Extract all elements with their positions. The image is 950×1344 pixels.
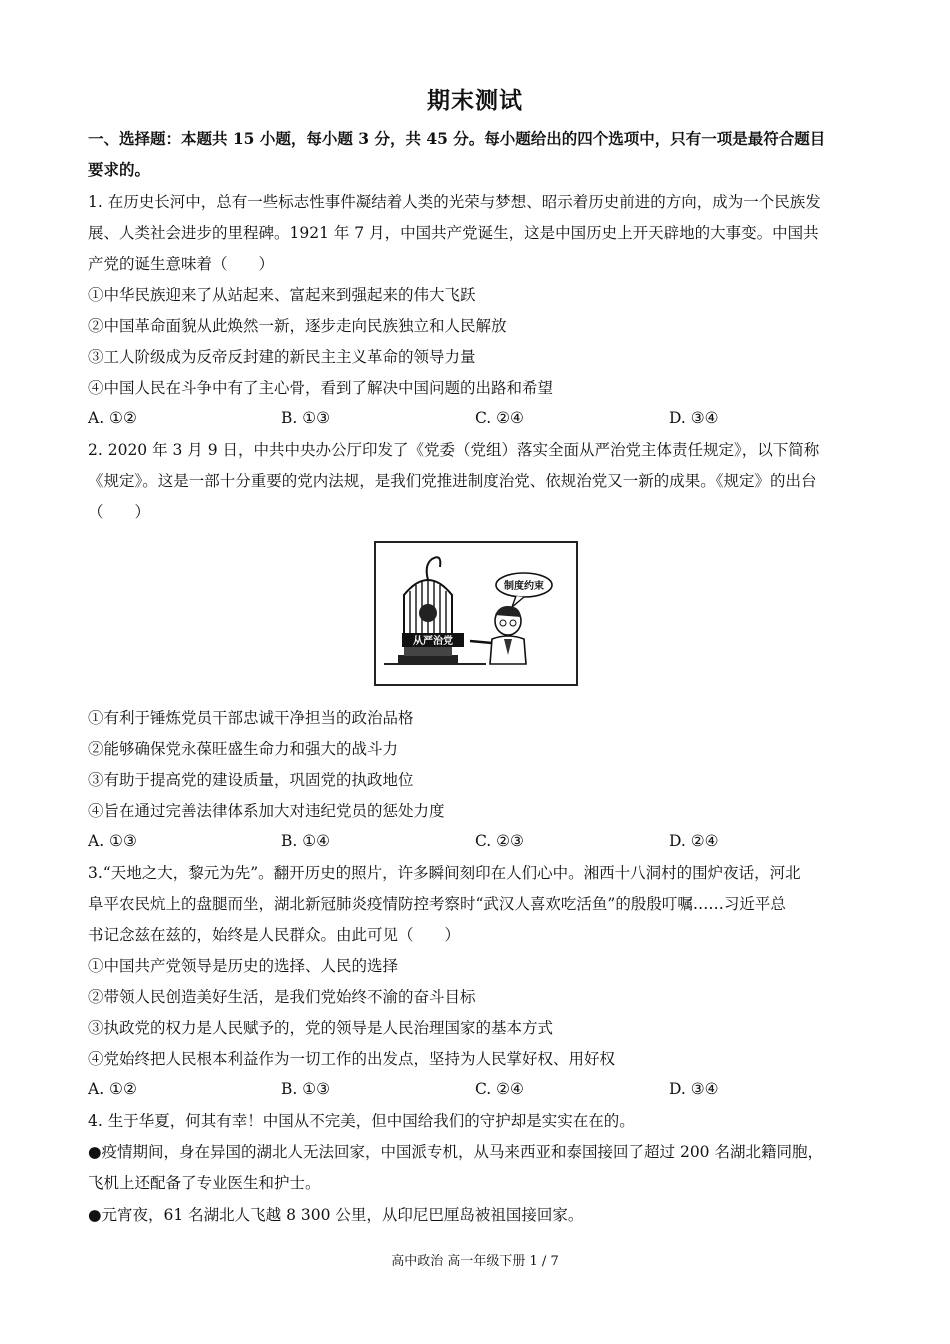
q3-option-c[interactable]: C. ②④: [475, 1080, 524, 1098]
q3-stem-line: 阜平农民炕上的盘腿而坐，湖北新冠肺炎疫情防控考察时“武汉人喜欢吃活鱼”的殷殷叮嘱……习近平总: [88, 895, 786, 913]
q3-item: ③执政党的权力是人民赋予的，党的领导是人民治理国家的基本方式: [88, 1019, 554, 1037]
q3-option-d[interactable]: D. ③④: [669, 1080, 719, 1098]
pedestal-top: [404, 647, 452, 656]
q2-options: [88, 832, 868, 852]
q1-option-c[interactable]: C. ②④: [475, 409, 524, 427]
q1-stem-line: 展、人类社会进步的里程碑。1921 年 7 月，中国共产党诞生，这是中国历史上开天辟地的大事变。中国共: [88, 224, 819, 242]
q2-item: ②能够确保党永葆旺盛生命力和强大的战斗力: [88, 740, 399, 758]
q4-line: 4. 生于华夏，何其有幸！中国从不完美，但中国给我们的守护却是实实在在的。: [88, 1112, 635, 1130]
q1-option-b[interactable]: B. ①③: [281, 409, 331, 427]
q2-option-c[interactable]: C. ②③: [475, 832, 524, 850]
q1-stem-line: 1. 在历史长河中，总有一些标志性事件凝结着人类的光荣与梦想、昭示着历史前进的方向，成为一个民族发: [88, 193, 821, 211]
man-figure: [470, 606, 526, 664]
q4-line: ●疫情期间，身在异国的湖北人无法回家，中国派专机，从马来西亚和泰国接回了超过 200 名湖北籍同胞，: [88, 1143, 823, 1161]
q3-item: ①中国共产党领导是历史的选择、人民的选择: [88, 957, 399, 975]
q3-item: ②带领人民创造美好生活，是我们党始终不渝的奋斗目标: [88, 988, 476, 1006]
section-heading-line1: 一、选择题：本题共 15 小题，每小题 3 分，共 45 分。每小题给出的四个选项中，只有一项是最符合题目: [88, 129, 826, 148]
q1-item: ③工人阶级成为反帝反封建的新民主主义革命的领导力量: [88, 348, 476, 366]
q3-options: [88, 1080, 868, 1100]
q2-item: ③有助于提高党的建设质量，巩固党的执政地位: [88, 771, 414, 789]
section-heading-line2: 要求的。: [88, 160, 151, 179]
q1-option-a[interactable]: A. ①②: [88, 409, 137, 427]
q1-item: ①中华民族迎来了从站起来、富起来到强起来的伟大飞跃: [88, 286, 476, 304]
q1-options: [88, 409, 868, 429]
pedestal-base: [398, 655, 458, 663]
q4-line: ●元宵夜，61 名湖北人飞越 8 300 公里，从印尼巴厘岛被祖国接回家。: [88, 1206, 584, 1224]
q3-stem-line: 3.“天地之大，黎元为先”。翻开历史的照片，许多瞬间刻印在人们心中。湘西十八洞村的围炉夜话，河北: [88, 864, 801, 882]
q2-option-d[interactable]: D. ②④: [669, 832, 719, 850]
q3-option-a[interactable]: A. ①②: [88, 1080, 137, 1098]
q2-stem-line: 《规定》。这是一部十分重要的党内法规，是我们党推进制度治党、依规治党又一新的成果。《规定》的出台: [88, 472, 817, 490]
q1-item: ②中国革命面貌从此焕然一新，逐步走向民族独立和人民解放: [88, 317, 507, 335]
page-footer: 高中政治 高一年级下册 1 / 7: [391, 1254, 559, 1269]
q2-stem-line: （ ）: [88, 503, 151, 521]
q1-option-d[interactable]: D. ③④: [669, 409, 719, 427]
q2-stem-line: 2. 2020 年 3 月 9 日，中共中央办公厅印发了《党委（党组）落实全面从严治党主体责任规定》，以下简称: [88, 441, 820, 459]
q2-option-b[interactable]: B. ①④: [281, 832, 331, 850]
speech-bubble: [496, 573, 552, 607]
q2-item: ①有利于锤炼党员干部忠诚干净担当的政治品格: [88, 709, 414, 727]
cage-sign-text: 从严治党: [413, 636, 453, 647]
cartoon-figure: [374, 541, 578, 686]
birdcage-icon: [404, 557, 452, 639]
cartoon-illustration: [376, 543, 576, 684]
q1-item: ④中国人民在斗争中有了主心骨，看到了解决中国问题的出路和希望: [88, 379, 554, 397]
q2-option-a[interactable]: A. ①③: [88, 832, 137, 850]
q3-option-b[interactable]: B. ①③: [281, 1080, 331, 1098]
speech-bubble-text: 制度约束: [504, 581, 544, 592]
q3-stem-line: 书记念兹在兹的，始终是人民群众。由此可见（ ）: [88, 926, 461, 944]
q1-stem-line: 产党的诞生意味着（ ）: [88, 255, 275, 273]
q4-line: 飞机上还配备了专业医生和护士。: [88, 1174, 321, 1192]
q3-item: ④党始终把人民根本利益作为一切工作的出发点，坚持为人民掌好权、用好权: [88, 1050, 616, 1068]
page-title: 期末测试: [427, 87, 523, 114]
q2-item: ④旨在通过完善法律体系加大对违纪党员的惩处力度: [88, 802, 445, 820]
